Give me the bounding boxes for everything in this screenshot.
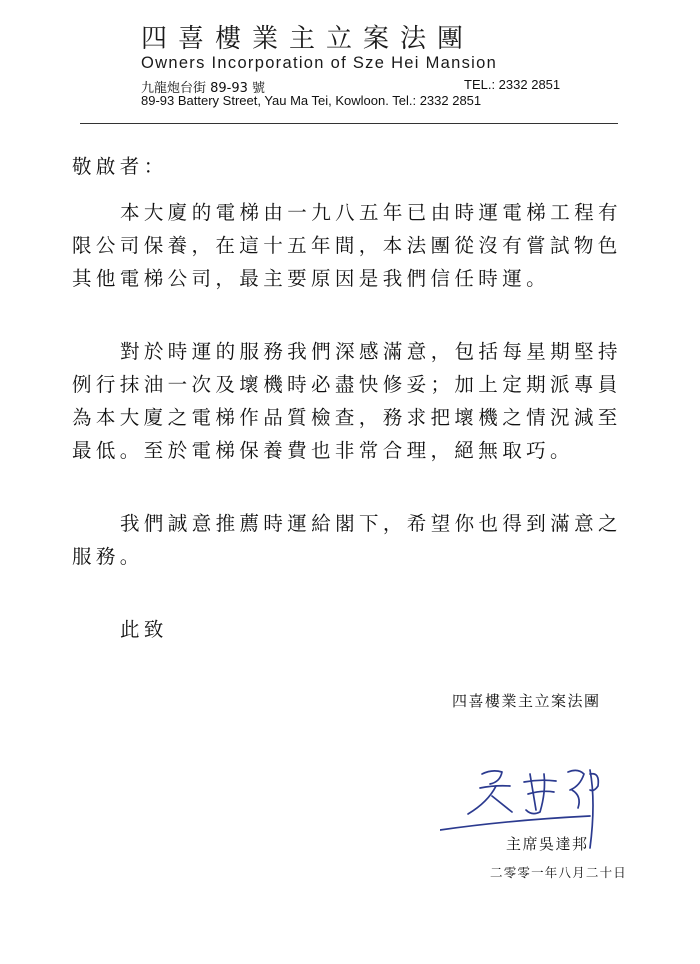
letterhead-address-cn: 九龍炮台街 89-93 號	[141, 81, 266, 96]
letterhead-name-en: Owners Incorporation of Sze Hei Mansion	[141, 54, 498, 72]
paragraph-2	[72, 335, 642, 467]
letterhead-address-en: 89-93 Battery Street, Yau Ma Tei, Kowloon. Tel.: 2332 2851	[141, 93, 482, 108]
header-divider	[80, 123, 618, 124]
salutation: 敬啟者：	[72, 155, 168, 178]
signature-org: 四喜樓業主立案法團	[452, 692, 601, 710]
letterhead-name-cn: 四喜樓業主立案法團	[141, 24, 475, 54]
paragraph-3	[72, 507, 642, 573]
letter-date: 二零零一年八月二十日	[490, 865, 628, 880]
letterhead-tel: TEL.: 2332 2851	[464, 77, 561, 92]
paragraph-1	[72, 196, 642, 295]
closing: 此致	[120, 618, 168, 641]
paragraph-2-text: 對於時運的服務我們深感滿意，包括每星期堅持例行抹油一次及壞機時必盡快修妥；加上定期派專員為本大廈之電梯作品質檢查，務求把壞機之情況減至最低。至於電梯保養費也非常合理，絕無取巧。	[72, 340, 622, 462]
paragraph-3-text: 我們誠意推薦時運給閣下，希望你也得到滿意之服務。	[72, 512, 622, 568]
paragraph-1-text: 本大廈的電梯由一九八五年已由時運電梯工程有限公司保養，在這十五年間，本法團從沒有嘗試物色其他電梯公司，最主要原因是我們信任時運。	[72, 201, 622, 290]
signatory-name: 主席吳達邦	[506, 835, 589, 853]
